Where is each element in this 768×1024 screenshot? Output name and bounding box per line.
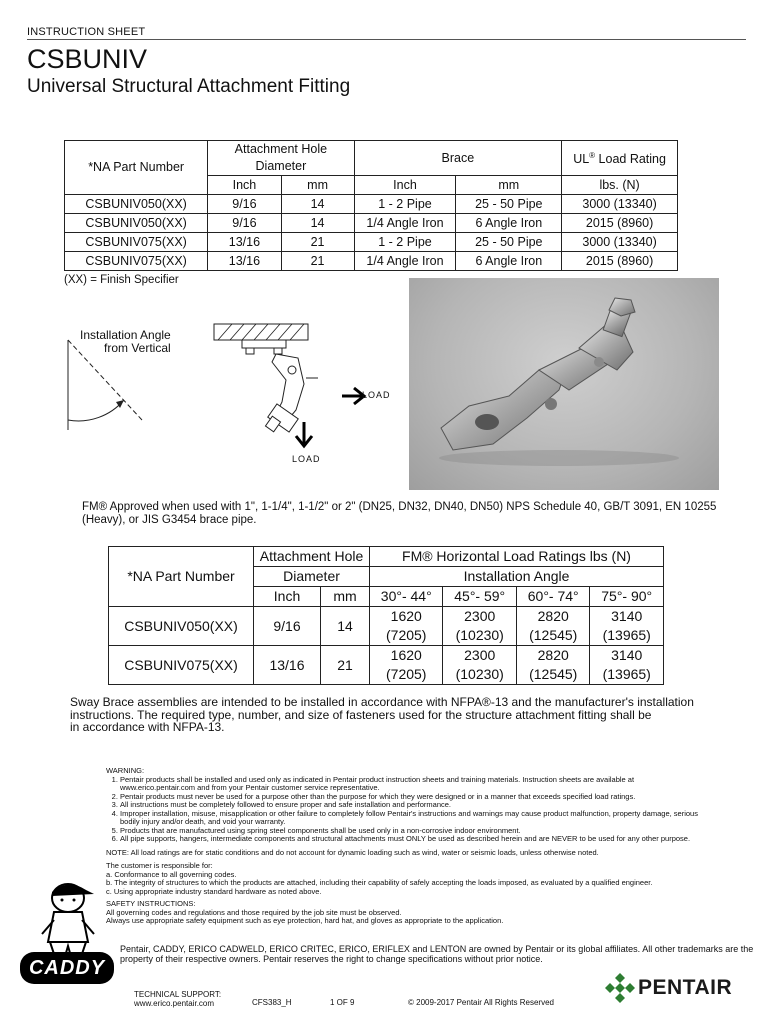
fitting-photo-icon xyxy=(409,278,719,490)
sub-inch: Inch xyxy=(208,176,281,195)
table-row: CSBUNIV075(XX) 13/16 21 1620 2300 2820 3140 xyxy=(109,646,664,666)
col-hole-diameter: Attachment Hole Diameter xyxy=(208,141,354,176)
copyright: © 2009-2017 Pentair All Rights Reserved xyxy=(408,998,554,1007)
list-item: 4. Improper installation, misuse, misapplication or other failure to completely follow Pentair's instructions and warnings may cause product malfunction, property damage, serious bodily injury and/or death, and void your warranty. xyxy=(120,810,706,827)
warning-list xyxy=(106,776,706,844)
sway-brace-note: Sway Brace assemblies are intended to be installed in accordance with NFPA®-13 and the manufacturer's installation instructions. The required type, number, and size of fasteners used for the structure attachment fitting shall be in accordance with NFPA-13. xyxy=(70,695,694,734)
col-installation-angle: Installation Angle xyxy=(370,567,664,587)
static-load-note: NOTE: All load ratings are for static conditions and do not account for dynamic loading such as wind, water or seismic loads, unless otherwise noted. xyxy=(106,847,599,857)
sub-brace-mm: mm xyxy=(456,176,562,195)
product-photo xyxy=(409,278,719,490)
warning-block xyxy=(106,767,706,926)
load-right-label: LOAD xyxy=(362,390,391,400)
warning-heading: WARNING: xyxy=(106,766,145,775)
sub-lbs: lbs. (N) xyxy=(562,176,678,195)
fm-approval-note: FM® Approved when used with 1", 1-1/4", 1-1/2" or 2" (DN25, DN32, DN40, DN50) NPS Schedule 40, GB/T 3091, EN 10255 (Heavy), or JIS G3454 brace pipe. xyxy=(82,501,717,526)
col-fm-ratings: FM® Horizontal Load Ratings lbs (N) xyxy=(370,547,664,567)
pentair-diamond-icon xyxy=(604,972,636,1004)
list-item: a. Conformance to all governing codes. xyxy=(106,869,237,879)
angle-label-line2: from Vertical xyxy=(104,341,171,355)
table-row: CSBUNIV075(XX) 13/16 21 1 - 2 Pipe 25 - 50 Pipe 3000 (13340) xyxy=(65,233,678,252)
sub-inch-fm: Inch xyxy=(254,587,321,607)
col-brace: Brace xyxy=(354,141,562,176)
col-part-number-fm: *NA Part Number xyxy=(109,547,254,607)
pentair-logo: PENTAIR xyxy=(638,976,733,999)
list-item: Always use appropriate safety equipment such as eye protection, hard hat, and gloves as appropriate to the application. xyxy=(106,916,504,925)
list-item: 5. Products that are manufactured using spring steel components shall be used only in a non-corrosive indoor environment. xyxy=(120,827,706,836)
table-row: (7205) (10230) (12545) (13965) xyxy=(109,626,664,646)
page-number: 1 OF 9 xyxy=(330,998,355,1007)
list-item: 1. Pentair products shall be installed and used only as indicated in Pentair product instruction sheets and training materials. Instruction sheets are available at www.erico.pentair.com and from your Pentair customer service representative. xyxy=(120,776,706,793)
page-subtitle: Universal Structural Attachment Fitting xyxy=(27,76,351,97)
col-part-number: *NA Part Number xyxy=(65,141,208,195)
page-title: CSBUNIV xyxy=(27,44,148,74)
sub-mm-fm: mm xyxy=(321,587,370,607)
trademark-notice: Pentair, CADDY, ERICO CADWELD, ERICO CRITEC, ERICO, ERIFLEX and LENTON are owned by Pentair or its global affiliates. All other trademarks are the property of their respective owners. Pentair reserves the right to change specifications without prior notice. xyxy=(120,944,754,964)
angle-header: 60°- 74° xyxy=(516,587,589,607)
responsible-heading: The customer is responsible for: xyxy=(106,861,213,870)
caddy-logo: CADDY xyxy=(20,952,114,984)
sub-mm: mm xyxy=(281,176,354,195)
support-label: TECHNICAL SUPPORT: xyxy=(134,990,222,999)
col-hole-line2: Diameter xyxy=(254,567,370,587)
angle-label-line1: Installation Angle xyxy=(80,328,171,342)
sub-brace-inch: Inch xyxy=(354,176,456,195)
doc-code: CFS383_H xyxy=(252,998,292,1007)
angle-header: 30°- 44° xyxy=(370,587,443,607)
list-item: 3. All instructions must be completely followed to ensure proper and safe installation and performance. xyxy=(120,801,706,810)
col-ul-rating: UL® Load Rating xyxy=(562,141,678,176)
angle-header: 45°- 59° xyxy=(443,587,516,607)
col-hole-line1: Attachment Hole xyxy=(254,547,370,567)
support-url[interactable]: www.erico.pentair.com xyxy=(134,999,215,1008)
section-label: INSTRUCTION SHEET xyxy=(27,26,146,38)
table-row: CSBUNIV050(XX) 9/16 14 1620 2300 2820 3140 xyxy=(109,607,664,627)
load-down-arrow-icon xyxy=(292,420,316,452)
list-item: b. The integrity of structures to which the products are attached, including their capability of safely accepting the loads imposed, as evaluated by a qualified engineer. xyxy=(106,878,653,887)
fm-load-rating-table xyxy=(108,546,664,685)
footer-support xyxy=(134,990,221,1008)
ul-load-rating-table xyxy=(64,140,678,271)
table-row: CSBUNIV050(XX) 9/16 14 1/4 Angle Iron 6 Angle Iron 2015 (8960) xyxy=(65,214,678,233)
safety-heading: SAFETY INSTRUCTIONS: xyxy=(106,899,196,908)
list-item: 6. All pipe supports, hangers, intermediate components and structural attachments must ONLY be used as described herein and are NEVER to be used for any other purpose. xyxy=(120,835,706,844)
angle-header: 75°- 90° xyxy=(590,587,664,607)
list-item: 2. Pentair products must never be used for a purpose other than the purpose for which they were designed or in a manner that exceeds specified load ratings. xyxy=(120,793,706,802)
table-row: CSBUNIV050(XX) 9/16 14 1 - 2 Pipe 25 - 50 Pipe 3000 (13340) xyxy=(65,195,678,214)
list-item: All governing codes and regulations and those required by the job site must be observed. xyxy=(106,907,402,917)
header-rule xyxy=(27,39,746,40)
finish-specifier-note: (XX) = Finish Specifier xyxy=(64,274,179,286)
table-row: (7205) (10230) (12545) (13965) xyxy=(109,665,664,685)
list-item: c. Using appropriate industry standard hardware as noted above. xyxy=(106,886,322,896)
load-down-label: LOAD xyxy=(292,454,321,464)
caddy-mascot-icon xyxy=(24,880,116,1010)
table-row: CSBUNIV075(XX) 13/16 21 1/4 Angle Iron 6 Angle Iron 2015 (8960) xyxy=(65,252,678,271)
